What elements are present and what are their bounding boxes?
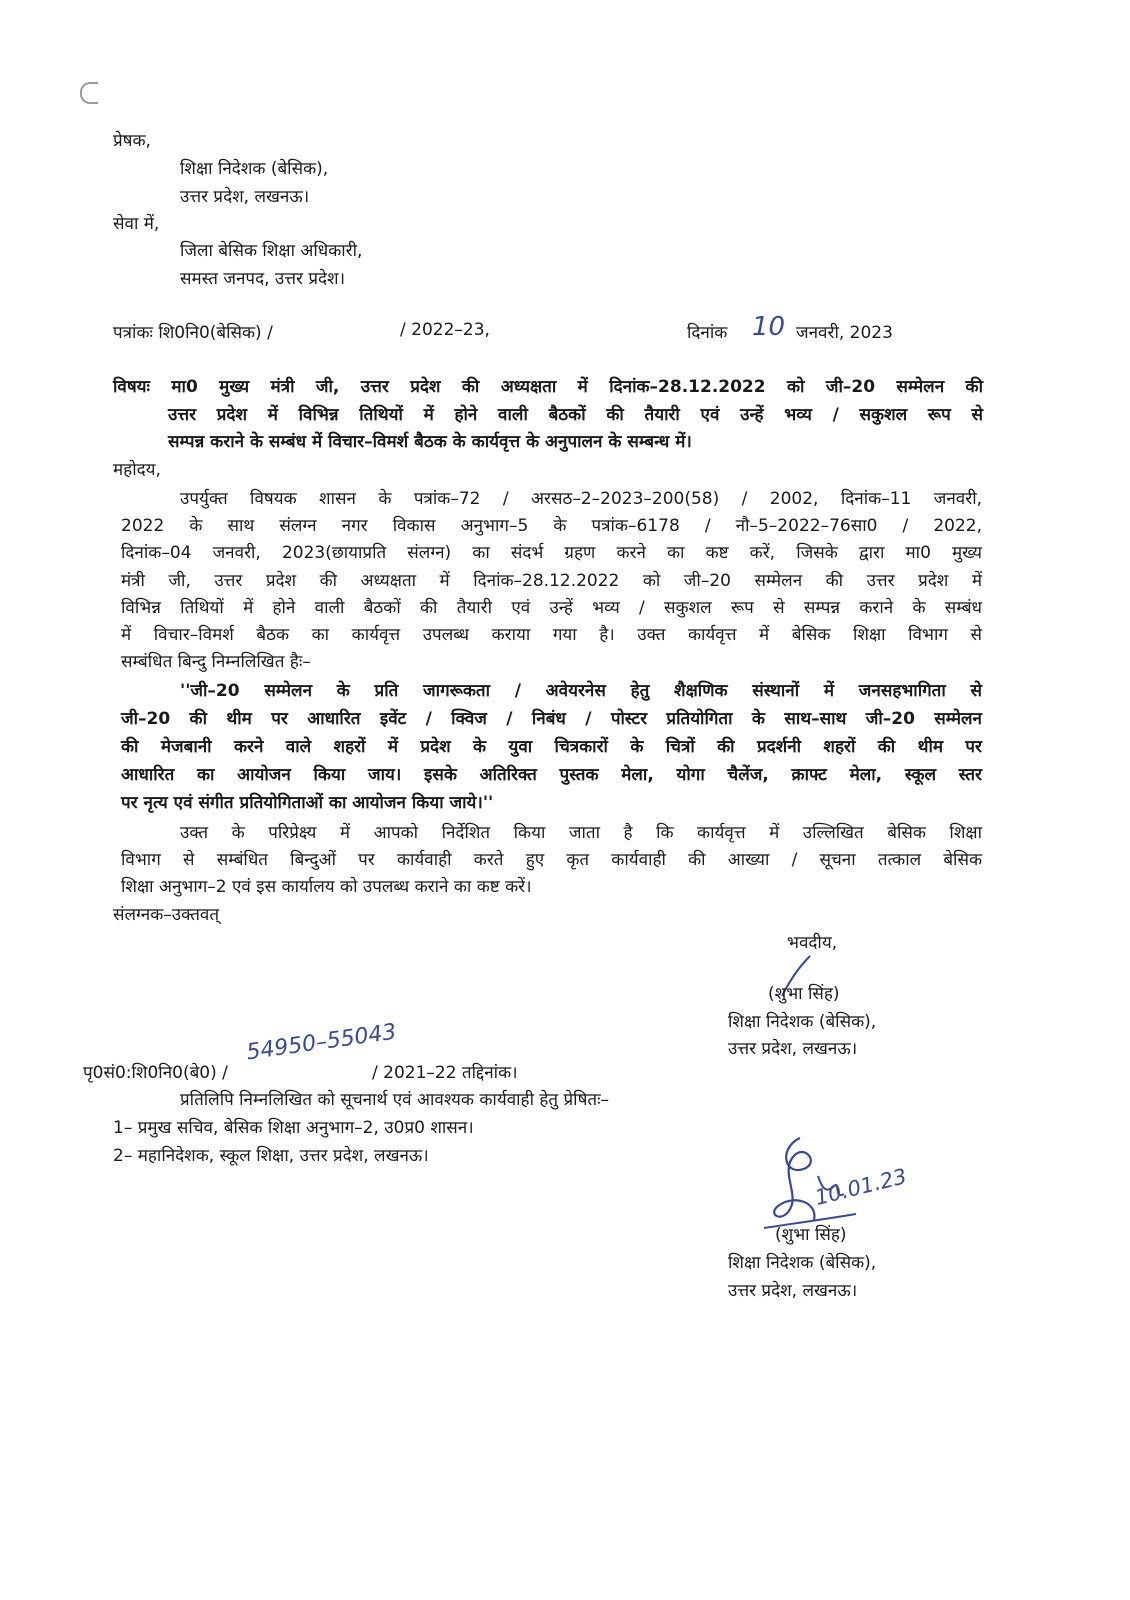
enclosure: संलग्नक–उक्तवत् [113, 905, 220, 925]
para1-line: में विचार–विमर्श बैठक का कार्यवृत्त उपलब्ध कराया गया है। उक्त कार्यवृत्त में बेसिक शिक्षा विभाग से [121, 625, 982, 645]
signature-handwritten-date: 10.01.23 [812, 1164, 910, 1210]
subject-line-2: उत्तर प्रदेश में विभिन्न तिथियों में होने वाली बैठकों की तैयारी एवं उन्हें भव्य / सकुशल रूप से [168, 405, 983, 425]
copy-ref-prefix: पृ0सं0:शि0नि0(बे0) / [83, 1063, 228, 1083]
closing-name: (शुभा सिंह) [768, 984, 840, 1004]
signature2-title: शिक्षा निदेशक (बेसिक), [728, 1253, 877, 1273]
para1-line: विभिन्न तिथियों में होने वाली बैठकों की तैयारी एवं उन्हें भव्य / सकुशल रूप से सम्पन्न कराने के सम्बंध [121, 598, 982, 618]
para2-line: शिक्षा अनुभाग–2 एवं इस कार्यालय को उपलब्ध कराने का कष्ट करें। [121, 877, 532, 897]
salutation: महोदय, [113, 460, 161, 480]
ref-patrank: पत्रांकः शि0नि0(बेसिक) / [113, 323, 273, 343]
recipient-line2: समस्त जनपद, उत्तर प्रदेश। [180, 269, 346, 289]
signature2-name: (शुभा सिंह) [775, 1225, 847, 1245]
para1-line: उपर्युक्त विषयक शासन के पत्रांक–72 / अरसठ–2–2023–200(58) / 2002, दिनांक–11 जनवरी, [180, 489, 982, 509]
signature2-place: उत्तर प्रदेश, लखनऊ। [728, 1281, 858, 1301]
copy-ref-suffix: / 2021–22 तद्दिनांक। [372, 1063, 518, 1083]
sender-line2: उत्तर प्रदेश, लखनऊ। [180, 187, 310, 207]
ref-month-year: जनवरी, 2023 [796, 323, 893, 343]
corner-scan-mark [80, 82, 98, 104]
para1-line: 2022 के साथ संलग्न नगर विकास अनुभाग–5 के पत्रांक–6178 / नौ–5–2022–76सा0 / 2022, [121, 516, 982, 536]
ref-handwritten-date: 10 [752, 312, 786, 342]
quote-line: आधारित का आयोजन किया जाय। इसके अतिरिक्त पुस्तक मेला, योगा चैलेंज, क्राफ्ट मेला, स्कूल स्तर [121, 765, 982, 785]
quote-line: पर नृत्य एवं संगीत प्रतियोगिताओं का आयोजन किया जाये।'' [121, 793, 494, 813]
recipient-label: सेवा में, [113, 214, 160, 234]
ref-dinank-label: दिनांक [687, 323, 728, 343]
recipient-line1: जिला बेसिक शिक्षा अधिकारी, [180, 241, 363, 261]
closing-place: उत्तर प्रदेश, लखनऊ। [728, 1039, 858, 1059]
copy-intro: प्रतिलिपि निम्नलिखित को सूचनार्थ एवं आवश्यक कार्यवाही हेतु प्रेषितः– [180, 1090, 610, 1110]
para2-line: उक्त के परिप्रेक्ष्य में आपको निर्देशित किया जाता है कि कार्यवृत्त में उल्लिखित बेसिक शिक्षा [180, 823, 982, 843]
para2-line: विभाग से सम्बंधित बिन्दुओं पर कार्यवाही करते हुए कृत कार्यवाही की आख्या / सूचना तत्काल बेसिक [121, 850, 982, 870]
quote-line: ''जी–20 सम्मेलन के प्रति जागरूकता / अवेयरनेस हेतु शैक्षणिक संस्थानों में जनसहभागिता से [180, 681, 982, 701]
closing-title: शिक्षा निदेशक (बेसिक), [728, 1012, 877, 1032]
copy-list-item: 2– महानिदेशक, स्कूल शिक्षा, उत्तर प्रदेश, लखनऊ। [113, 1146, 429, 1166]
quote-line: जी–20 की थीम पर आधारित इवेंट / क्विज / निबंध / पोस्टर प्रतियोगिता के साथ–साथ जी–20 सम्मेलन [121, 709, 982, 729]
closing-yours: भवदीय, [787, 933, 838, 953]
sender-line1: शिक्षा निदेशक (बेसिक), [180, 159, 329, 179]
para1-line: सम्बंधित बिन्दु निम्नलिखित हैः– [121, 652, 311, 672]
quote-line: की मेजबानी करने वाले शहरों में प्रदेश के युवा चित्रकारों के चित्रों की प्रदर्शनी शहरों की थीम पर [121, 737, 982, 757]
sender-label: प्रेषक, [113, 131, 151, 151]
subject-line-1: विषयः मा0 मुख्य मंत्री जी, उत्तर प्रदेश की अध्यक्षता में दिनांक–28.12.2022 को जी–20 सम्मेलन की [113, 377, 983, 397]
copy-ref-handwritten-number: 54950–55043 [244, 1019, 398, 1066]
para1-line: मंत्री जी, उत्तर प्रदेश की अध्यक्षता में दिनांक–28.12.2022 को जी–20 सम्मेलन की उत्तर प्रदेश में [121, 571, 982, 591]
copy-list-item: 1– प्रमुख सचिव, बेसिक शिक्षा अनुभाग–2, उ0प्र0 शासन। [113, 1118, 474, 1138]
subject-line-3: सम्पन्न कराने के सम्बंध में विचार–विमर्श बैठक के कार्यवृत्त के अनुपालन के सम्बन्ध में। [168, 432, 692, 452]
ref-year: / 2022–23, [400, 320, 490, 340]
para1-line: दिनांक–04 जनवरी, 2023(छायाप्रति संलग्न) का संदर्भ ग्रहण करने का कष्ट करें, जिसके द्वारा मा0 मुख्य [121, 543, 982, 563]
